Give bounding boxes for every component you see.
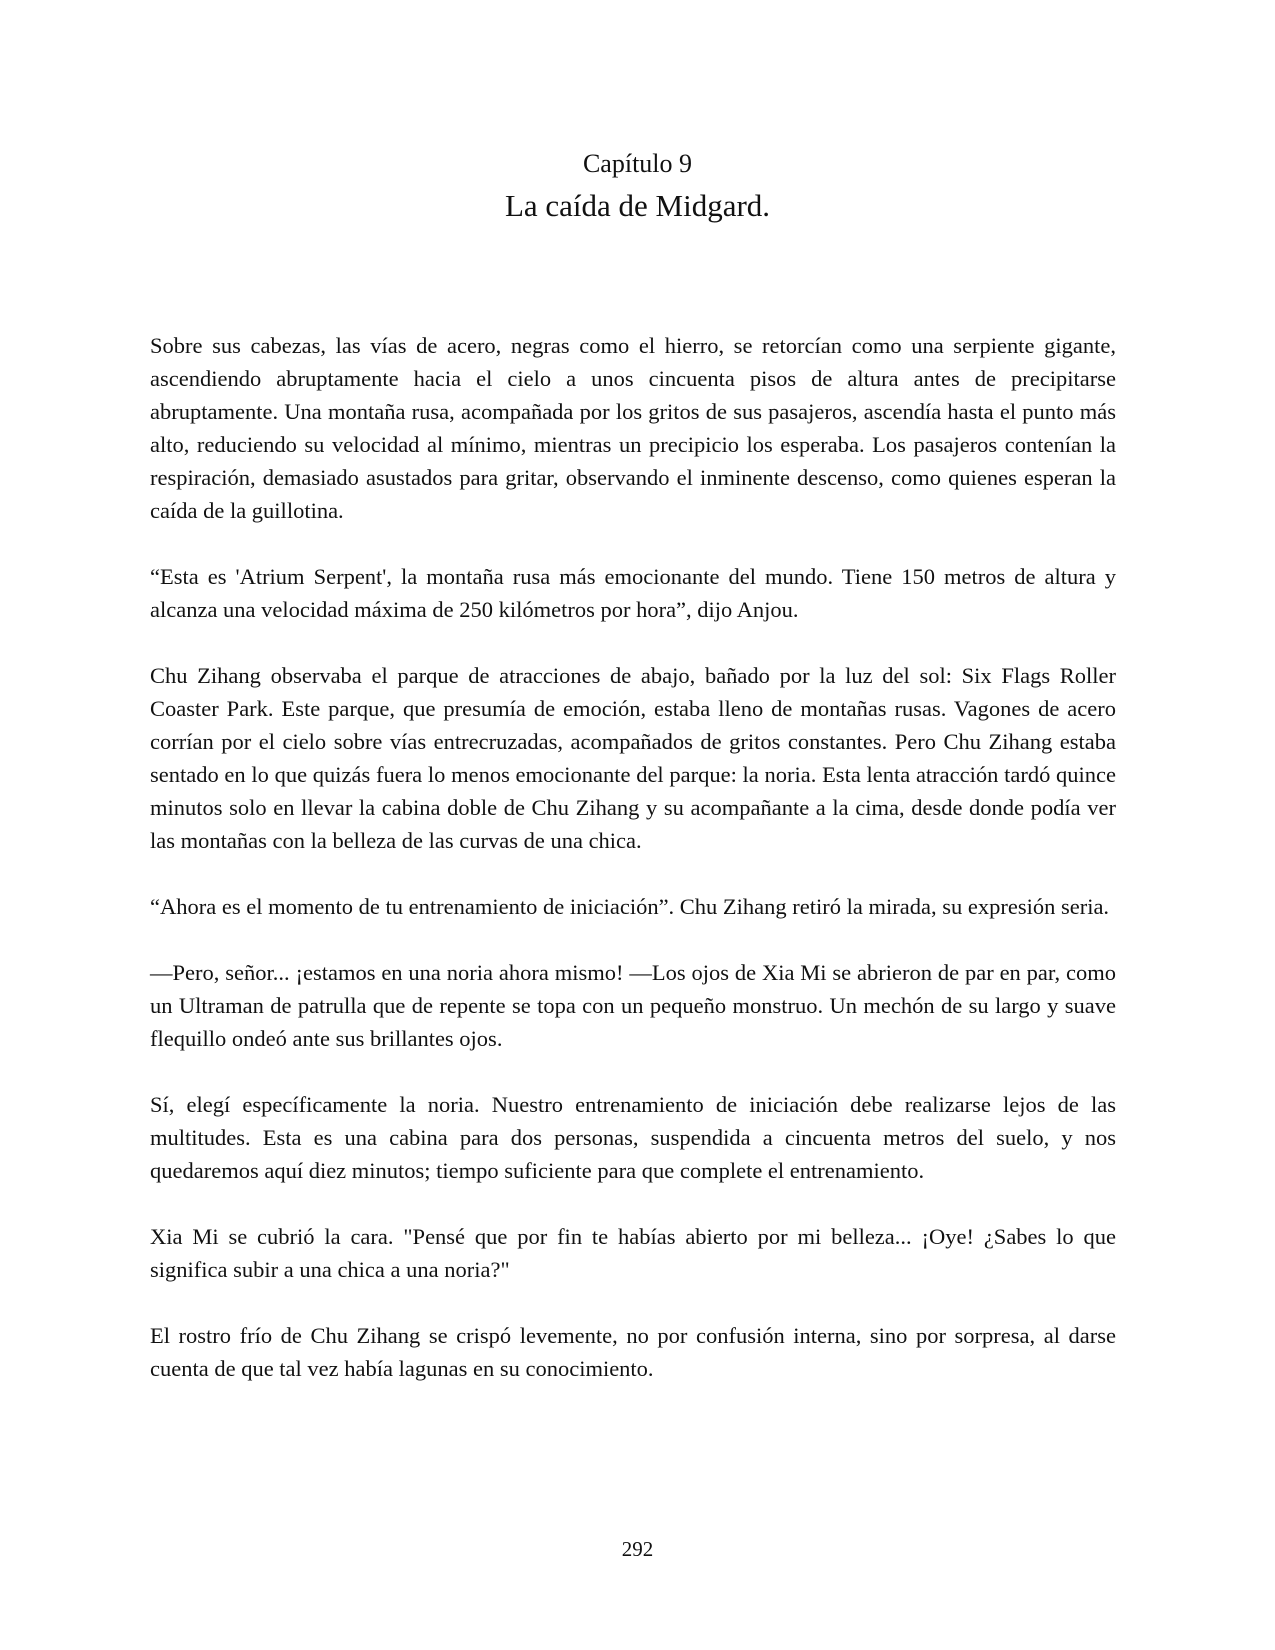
chapter-label: Capítulo 9 xyxy=(582,149,693,178)
body-text xyxy=(150,329,1116,1418)
paragraph: Sí, elegí específicamente la noria. Nuestro entrenamiento de iniciación debe realizarse lejos de las multitudes. Esta es una cabina para dos personas, suspendida a cincuenta metros del suelo, y nos quedaremos aquí diez minutos; tiempo suficiente para que complete el entrenamiento. xyxy=(150,1092,1116,1183)
paragraph: “Ahora es el momento de tu entrenamiento de iniciación”. Chu Zihang retiró la mirada, su expresión seria. xyxy=(150,894,1110,919)
paragraph: Chu Zihang observaba el parque de atracciones de abajo, bañado por la luz del sol: Six Flags Roller Coaster Park. Este parque, que presumía de emoción, estaba lleno de montañas rusas. Vagones de acero corrían por el cielo sobre vías entrecruzadas, acompañados de gritos constantes. Pero Chu Zihang estaba sentado en lo que quizás fuera lo menos emocionante del parque: la noria. Esta lenta atracción tardó quince minutos solo en llevar la cabina doble de Chu Zihang y su acompañante a la cima, desde donde podía ver las montañas con la belleza de las curvas de una chica. xyxy=(150,663,1116,853)
paragraph: —Pero, señor... ¡estamos en una noria ahora mismo! —Los ojos de Xia Mi se abrieron de par en par, como un Ultraman de patrulla que de repente se topa con un pequeño monstruo. Un mechón de su largo y suave flequillo ondeó ante sus brillantes ojos. xyxy=(150,960,1116,1051)
paragraph: Sobre sus cabezas, las vías de acero, negras como el hierro, se retorcían como una serpiente gigante, ascendiendo abruptamente hacia el cielo a unos cincuenta pisos de altura antes de precipitarse abruptamente. Una montaña rusa, acompañada por los gritos de sus pasajeros, ascendía hasta el punto más alto, reduciendo su velocidad al mínimo, mientras un precipicio los esperaba. Los pasajeros contenían la respiración, demasiado asustados para gritar, observando el inminente descenso, como quienes esperan la caída de la guillotina. xyxy=(150,333,1116,523)
chapter-title: La caída de Midgard. xyxy=(504,188,771,223)
page-number: 292 xyxy=(621,1537,654,1561)
paragraph: “Esta es 'Atrium Serpent', la montaña rusa más emocionante del mundo. Tiene 150 metros de altura y alcanza una velocidad máxima de 250 kilómetros por hora”, dijo Anjou. xyxy=(150,564,1116,622)
paragraph: El rostro frío de Chu Zihang se crispó levemente, no por confusión interna, sino por sorpresa, al darse cuenta de que tal vez había lagunas en su conocimiento. xyxy=(150,1323,1116,1381)
paragraph: Xia Mi se cubrió la cara. "Pensé que por fin te habías abierto por mi belleza... ¡Oye! ¿Sabes lo que significa subir a una chica a una noria?" xyxy=(150,1224,1116,1282)
